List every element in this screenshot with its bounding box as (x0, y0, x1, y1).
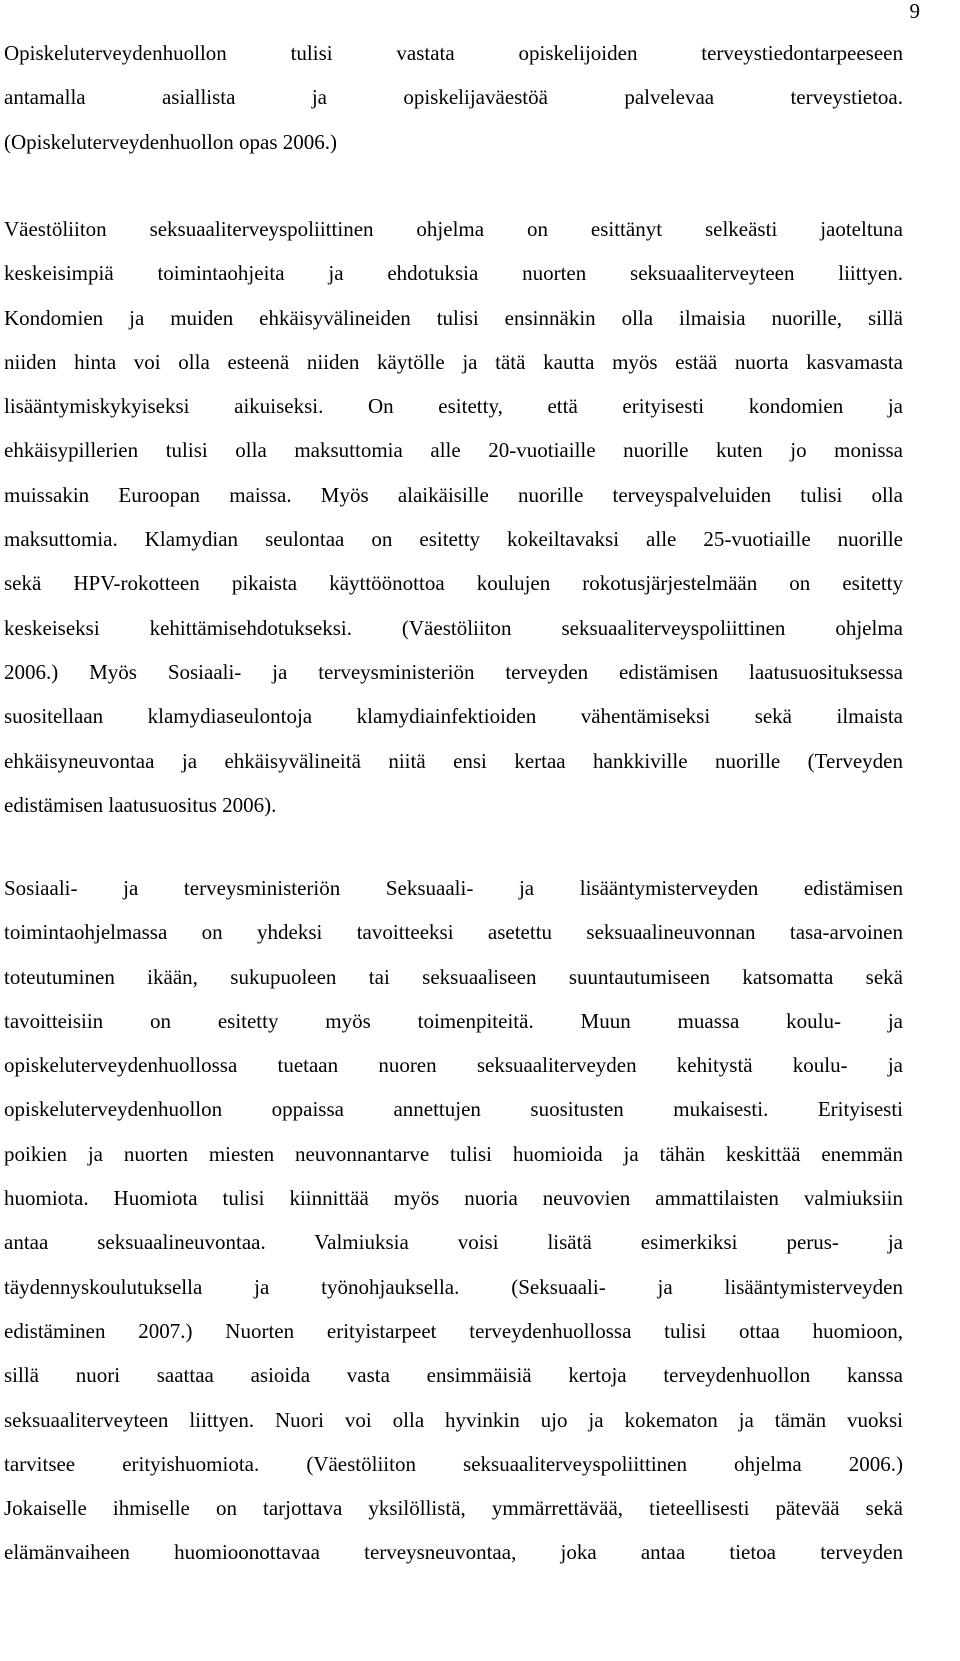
text-line: elämänvaiheen huomioonottavaa terveysneuvontaa, joka antaa tietoa terveyden (4, 1540, 903, 1565)
text-line: toteutuminen ikään, sukupuoleen tai seksuaaliseen suuntautumiseen katsomatta sekä (4, 964, 903, 989)
text-line: antamalla asiallista ja opiskelijaväestöä palvelevaa terveystietoa. (4, 85, 903, 110)
text-line: edistämisen laatusuositus 2006). (4, 792, 277, 817)
text-line: opiskeluterveydenhuollon oppaissa annettujen suositusten mukaisesti. Erityisesti (4, 1097, 903, 1122)
page-number: 9 (909, 0, 920, 23)
text-line: keskeiseksi kehittämisehdotukseksi. (Väestöliiton seksuaaliterveyspoliittinen ohjelma (4, 615, 903, 640)
text-line: edistäminen 2007.) Nuorten erityistarpeet terveydenhuollossa tulisi ottaa huomioon, (4, 1318, 903, 1343)
text-line: suositellaan klamydiaseulontoja klamydiainfektioiden vähentämiseksi sekä ilmaista (4, 704, 903, 729)
text-line: Kondomien ja muiden ehkäisyvälineiden tulisi ensinnäkin olla ilmaisia nuorille, sillä (4, 305, 903, 330)
text-line: niiden hinta voi olla esteenä niiden käytölle ja tätä kautta myös estää nuorta kasvamasta (4, 349, 903, 374)
text-line: toimintaohjelmassa on yhdeksi tavoitteeksi asetettu seksuaalineuvonnan tasa-arvoinen (4, 920, 903, 945)
paragraph-opiskeluterveydenhuolto (4, 31, 903, 164)
text-line: lisääntymiskykyiseksi aikuiseksi. On esitetty, että erityisesti kondomien ja (4, 394, 903, 419)
text-line: Sosiaali- ja terveysministeriön Seksuaali- ja lisääntymisterveyden edistämisen (4, 876, 903, 900)
text-line: Väestöliiton seksuaaliterveyspoliittinen ohjelma on esittänyt selkeästi jaoteltuna (4, 217, 903, 241)
text-line: tavoitteisiin on esitetty myös toimenpiteitä. Muun muassa koulu- ja (4, 1008, 903, 1033)
text-line: antaa seksuaalineuvontaa. Valmiuksia voisi lisätä esimerkiksi perus- ja (4, 1230, 903, 1255)
text-line: huomiota. Huomiota tulisi kiinnittää myös nuoria neuvovien ammattilaisten valmiuksiin (4, 1186, 903, 1211)
text-line: 2006.) Myös Sosiaali- ja terveysministeriön terveyden edistämisen laatusuosituksessa (4, 659, 903, 684)
paragraph-stm-toimintaohjelma (4, 866, 903, 1575)
text-line: täydennyskoulutuksella ja työnohjauksella. (Seksuaali- ja lisääntymisterveyden (4, 1274, 903, 1299)
text-line: muissakin Euroopan maissa. Myös alaikäisille nuorille terveyspalveluiden tulisi olla (4, 482, 903, 507)
text-line: seksuaaliterveyteen liittyen. Nuori voi olla hyvinkin ujo ja kokematon ja tämän vuoksi (4, 1407, 903, 1432)
text-line: (Opiskeluterveydenhuollon opas 2006.) (4, 129, 338, 154)
text-line: ehkäisyneuvontaa ja ehkäisyvälineitä niitä ensi kertaa hankkiville nuorille (Terveyden (4, 748, 903, 773)
text-line: sillä nuori saattaa asioida vasta ensimmäisiä kertoja terveydenhuollon kanssa (4, 1363, 903, 1388)
text-line: Jokaiselle ihmiselle on tarjottava yksilöllistä, ymmärrettävää, tieteellisesti pätevää sekä (4, 1496, 903, 1521)
text-line: ehkäisypillerien tulisi olla maksuttomia alle 20-vuotiaille nuorille kuten jo monissa (4, 438, 903, 463)
text-line: keskeisimpiä toimintaohjeita ja ehdotuksia nuorten seksuaaliterveyteen liittyen. (4, 261, 903, 286)
text-line: Opiskeluterveydenhuollon tulisi vastata opiskelijoiden terveystiedontarpeeseen (4, 41, 903, 65)
paragraph-vaestoliitto-ohjelma (4, 207, 903, 827)
text-line: opiskeluterveydenhuollossa tuetaan nuoren seksuaaliterveyden kehitystä koulu- ja (4, 1053, 903, 1078)
text-line: poikien ja nuorten miesten neuvonnantarve tulisi huomioida ja tähän keskittää enemmän (4, 1141, 903, 1166)
text-line: maksuttomia. Klamydian seulontaa on esitetty kokeiltavaksi alle 25-vuotiaille nuorille (4, 527, 903, 552)
text-line: sekä HPV-rokotteen pikaista käyttöönottoa koulujen rokotusjärjestelmään on esitetty (4, 571, 903, 596)
text-line: tarvitsee erityishuomiota. (Väestöliiton seksuaaliterveyspoliittinen ohjelma 2006.) (4, 1451, 903, 1476)
